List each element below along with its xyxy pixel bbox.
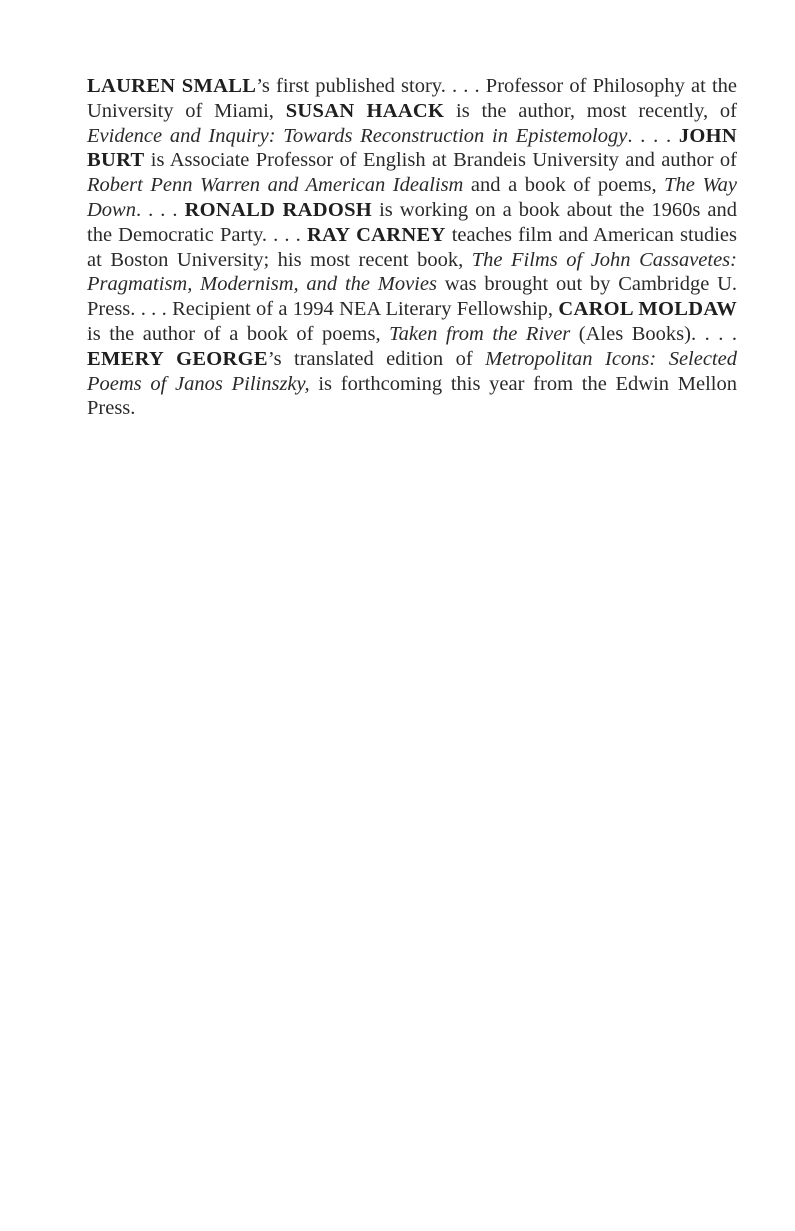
contributor-text: (Ales Books). . . . — [570, 322, 737, 345]
contributor-text: . . . . — [627, 124, 679, 147]
book-title: Evidence and Inquiry: Towards Reconstruction in Epistemology — [87, 124, 628, 147]
contributor-text: is working on a book about the 1960s and the Democratic Party. . . . — [87, 198, 738, 246]
contributor-text: is the author of a book of poems, — [87, 322, 390, 345]
contributor-name: RONALD RADOSH — [184, 198, 373, 221]
contributor-text: ’s translated edition of — [267, 347, 486, 370]
contributor-name: LAUREN SMALL — [87, 75, 257, 97]
contributor-text: is Associate Professor of English at Brandeis University and author of — [144, 149, 737, 172]
book-title: The Way Down — [87, 174, 737, 221]
book-title: Robert Penn Warren and American Idealism — [87, 174, 464, 197]
book-title: Metropolitan Icons: Selected Poems of Janos Pilinszky, — [87, 347, 737, 395]
contributor-text: and a book of poems, — [463, 174, 665, 197]
contributors-paragraph — [87, 74, 737, 421]
contributor-name: SUSAN HAACK — [285, 99, 445, 122]
book-title: Taken from the River — [389, 322, 571, 345]
contributor-text: is forthcoming this year from the Edwin Mellon Press. — [87, 372, 737, 420]
contributor-text: is the author, most recently, of — [444, 99, 737, 122]
contributor-text: . . . . — [135, 198, 185, 221]
contributor-text: ’s first published story. . . . Professor of Philosophy at the University of Miami, — [87, 75, 737, 122]
contributor-text: was brought out by Cambridge U. Press. . . . Recipient of a 1994 NEA Literary Fellowship, — [87, 273, 737, 321]
contributor-name: EMERY GEORGE — [87, 347, 268, 370]
book-title: The Films of John Cassavetes: Pragmatism, Modernism, and the Movies — [87, 248, 737, 296]
contributor-name: JOHN BURT — [87, 124, 738, 172]
contributor-name: CAROL MOLDAW — [558, 298, 737, 321]
contributor-name: RAY CARNEY — [306, 223, 446, 246]
contributor-text: teaches film and American studies at Boston University; his most recent book, — [87, 223, 737, 271]
